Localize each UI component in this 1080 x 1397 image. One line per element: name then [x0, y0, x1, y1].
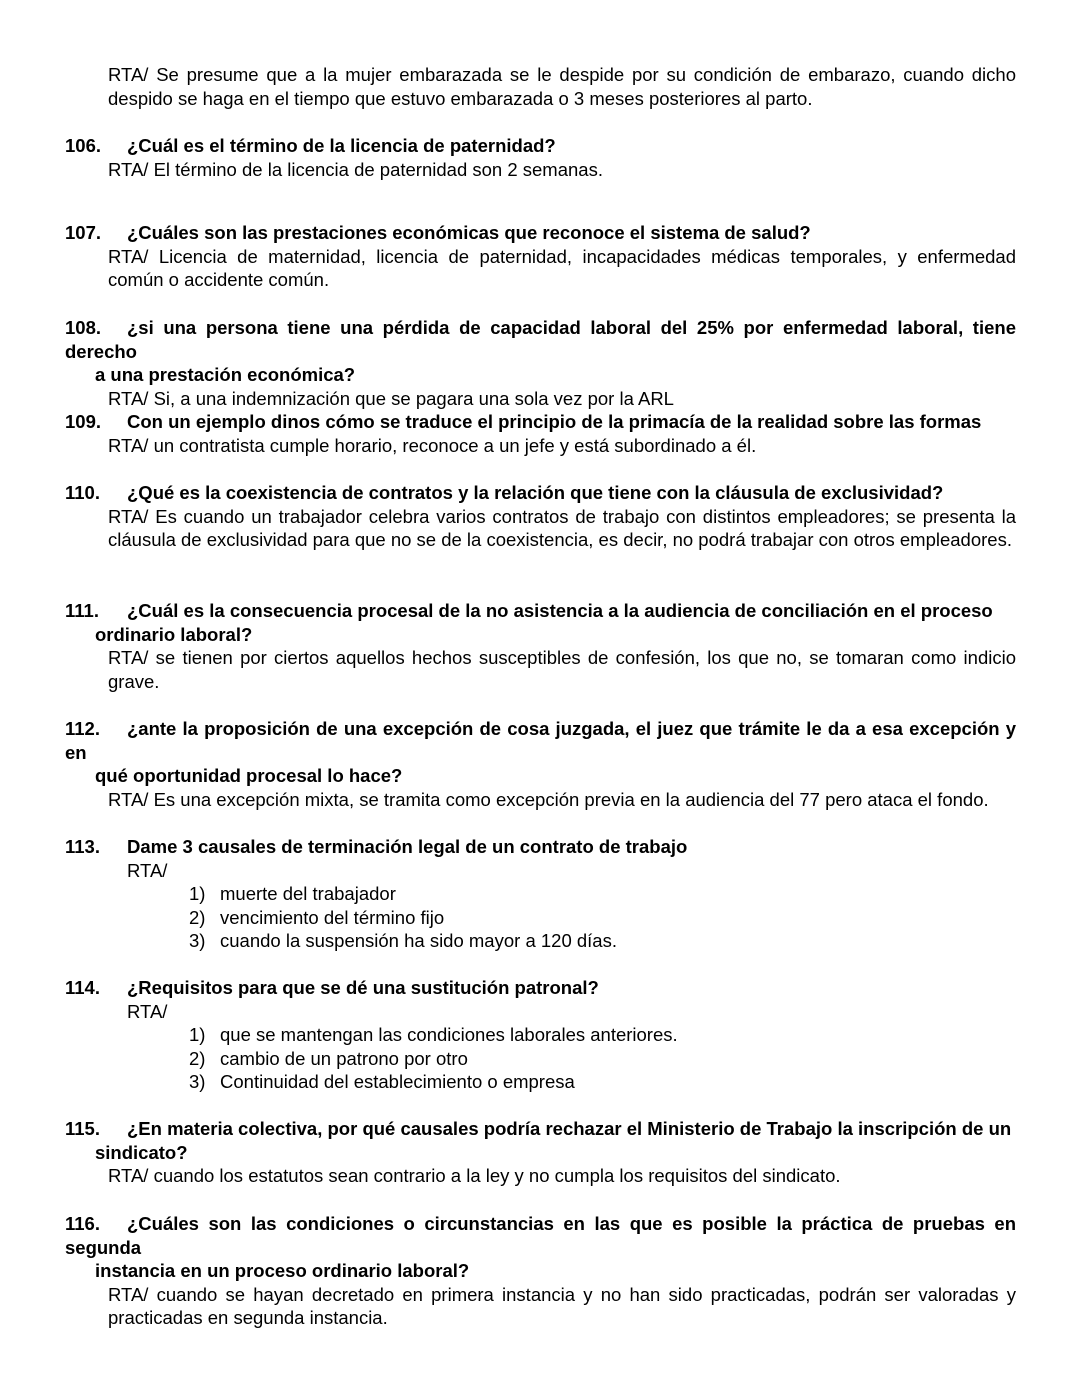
- answer-text: RTA/ cuando se hayan decretado en primera instancia y no han sido practicadas, podrán ser valoradas y practicadas en segunda instancia.: [108, 1283, 1016, 1328]
- answer-text: RTA/ cuando los estatutos sean contrario a la ley y no cumpla los requisitos del sindicato.: [108, 1165, 841, 1186]
- list-item-number: 1): [189, 1024, 206, 1045]
- question-text: ¿Cuáles son las prestaciones económicas que reconoce el sistema de salud?: [127, 222, 811, 243]
- question-number: 114.: [65, 977, 100, 998]
- question: [65, 221, 1016, 245]
- question: [65, 976, 1016, 1000]
- answer-text: RTA/ se tienen por ciertos aquellos hechos susceptibles de confesión, los que no, se tomaran como indicio grave.: [108, 647, 1016, 692]
- question-number: 113.: [65, 836, 100, 857]
- question-text: Con un ejemplo dinos cómo se traduce el principio de la primacía de la realidad sobre las formas: [127, 411, 982, 432]
- question-text: ¿Cuál es la consecuencia procesal de la no asistencia a la audiencia de conciliación en el proceso: [127, 600, 993, 621]
- question: [65, 1117, 1016, 1141]
- question-text-continued: instancia en un proceso ordinario laboral?: [95, 1260, 470, 1281]
- answer-text: RTA/ Es cuando un trabajador celebra varios contratos de trabajo con distintos empleadores; se presenta la cláusula de exclusividad para que no se de la coexistencia, es decir, no podrá trabajar con otros empleadores.: [108, 505, 1016, 550]
- list-item-number: 3): [189, 930, 206, 951]
- question: [65, 599, 1016, 623]
- list-item: [189, 882, 1016, 906]
- question-number: 106.: [65, 135, 102, 156]
- qa-item-113: [65, 835, 1016, 953]
- list-item: [189, 1070, 1016, 1094]
- answer-text: RTA/ Si, a una indemnización que se pagara una sola vez por la ARL: [108, 387, 674, 409]
- question: [65, 717, 1016, 764]
- question-text: ¿Cuál es el término de la licencia de paternidad?: [127, 135, 556, 156]
- question: [65, 316, 1016, 363]
- question: [65, 835, 1016, 859]
- qa-item-114: [65, 976, 1016, 1094]
- question-text-continued: a una prestación económica?: [95, 364, 356, 385]
- answer-list: [189, 882, 1016, 953]
- list-item: [189, 929, 1016, 953]
- list-item: [189, 906, 1016, 930]
- question-number: 116.: [65, 1213, 100, 1234]
- question-text: ¿Qué es la coexistencia de contratos y la relación que tiene con la cláusula de exclusividad?: [127, 482, 944, 503]
- list-item-number: 2): [189, 906, 206, 928]
- answer-text: RTA/ un contratista cumple horario, reconoce a un jefe y está subordinado a él.: [108, 434, 757, 456]
- answer-text: RTA/ Licencia de maternidad, licencia de paternidad, incapacidades médicas temporales, y enfermedad común o accidente común.: [108, 245, 1016, 290]
- question-text: ¿si una persona tiene una pérdida de capacidad laboral del 25% por enfermedad laboral, tiene derecho: [65, 317, 1016, 362]
- list-item-number: 2): [189, 1047, 206, 1069]
- answer-list: [189, 1023, 1016, 1094]
- list-item-text: cuando la suspensión ha sido mayor a 120 días.: [220, 930, 617, 951]
- qa-item-106: [65, 134, 1016, 181]
- question-number: 111.: [65, 600, 99, 621]
- question-number: 110.: [65, 482, 100, 503]
- question: [65, 481, 1016, 505]
- answer-text: RTA/ Es una excepción mixta, se tramita como excepción previa en la audiencia del 77 pero ataca el fondo.: [108, 788, 989, 810]
- question-text-continued: sindicato?: [95, 1141, 188, 1163]
- question-number: 107.: [65, 222, 102, 243]
- question-number: 112.: [65, 718, 100, 739]
- answer-text: RTA/: [127, 859, 168, 881]
- qa-item-108: [65, 316, 1016, 410]
- answer-text: RTA/ Se presume que a la mujer embarazada se le despide por su condición de embarazo, cuando dicho despido se haga en el tiempo que estuvo embarazada o 3 meses posteriores al parto.: [108, 64, 1016, 109]
- list-item-text: Continuidad del establecimiento o empresa: [220, 1071, 575, 1092]
- question-text: ¿ante la proposición de una excepción de cosa juzgada, el juez que trámite le da a esa excepción y en: [65, 718, 1016, 763]
- list-item: [189, 1047, 1016, 1071]
- list-item-number: 3): [189, 1071, 206, 1092]
- list-item-text: vencimiento del término fijo: [220, 906, 445, 928]
- qa-item-111: [65, 599, 1016, 693]
- list-item-number: 1): [189, 883, 206, 904]
- answer-text: RTA/: [127, 1000, 168, 1022]
- qa-item-110: [65, 481, 1016, 552]
- question-text: ¿En materia colectiva, por qué causales podría rechazar el Ministerio de Trabajo la inscripción de un: [127, 1118, 1012, 1139]
- question-text: Dame 3 causales de terminación legal de un contrato de trabajo: [127, 836, 688, 857]
- list-item-text: cambio de un patrono por otro: [220, 1047, 468, 1069]
- answer-text: RTA/ El término de la licencia de paternidad son 2 semanas.: [108, 158, 603, 180]
- question-text-continued: qué oportunidad procesal lo hace?: [95, 765, 403, 786]
- question-number: 109.: [65, 411, 102, 432]
- list-item-text: que se mantengan las condiciones laborales anteriores.: [220, 1024, 678, 1045]
- list-item-text: muerte del trabajador: [220, 883, 396, 904]
- qa-item-112: [65, 717, 1016, 811]
- list-item: [189, 1023, 1016, 1047]
- question-number: 108.: [65, 317, 102, 338]
- qa-item-115: [65, 1117, 1016, 1188]
- question: [65, 1212, 1016, 1259]
- question: [65, 134, 1016, 158]
- question: [65, 410, 1016, 434]
- qa-item-107: [65, 221, 1016, 292]
- qa-item-116: [65, 1212, 1016, 1330]
- question-number: 115.: [65, 1118, 100, 1139]
- question-text: ¿Requisitos para que se dé una sustitución patronal?: [127, 977, 599, 998]
- question-text-continued: ordinario laboral?: [95, 623, 253, 645]
- question-text: ¿Cuáles son las condiciones o circunstancias en las que es posible la práctica de pruebas en segunda: [65, 1213, 1016, 1258]
- qa-item-109: [65, 410, 1016, 457]
